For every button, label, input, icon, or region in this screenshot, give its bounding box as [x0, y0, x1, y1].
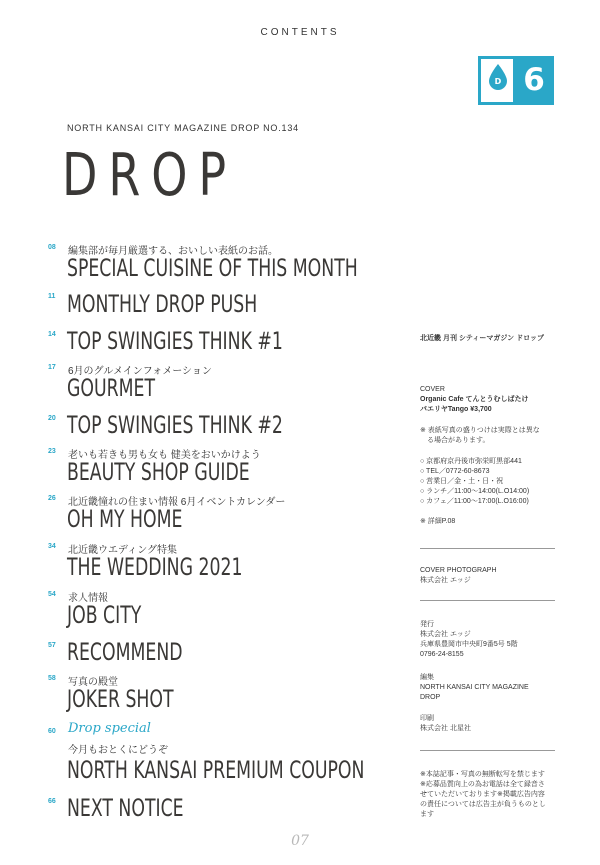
toc-title: SPECIAL CUISINE OF THIS MONTH	[67, 254, 358, 282]
toc-page-number: 17	[48, 364, 56, 371]
publisher-heading: 発行	[420, 621, 434, 628]
toc-subtitle: 北近畿ウエディング特集	[68, 545, 177, 556]
footer-note: ※応募品質向上の為お電話は全て録音さ	[420, 781, 545, 788]
footer-note: せていただいております※掲載広告内容	[420, 791, 545, 798]
issue-month-number: 6	[523, 62, 545, 98]
toc-title: TOP SWINGIES THINK #2	[67, 411, 283, 439]
toc-page-number: 14	[48, 331, 56, 338]
toc-subtitle: 求人情報	[68, 593, 108, 604]
shop-info-line: ○ 京都府京丹後市弥栄町黒部441	[420, 458, 522, 465]
shop-info-line: ○ カフェ／11:00〜17:00(L.O16:00)	[420, 498, 529, 505]
toc-subtitle: 今月もおとくにどうぞ	[68, 745, 168, 756]
magazine-line: 北近畿 月刊 シティーマガジン ドロップ	[420, 335, 544, 342]
publisher-line: 0796-24-8155	[420, 651, 464, 658]
magazine-kicker: NORTH KANSAI CITY MAGAZINE DROP NO.134	[67, 123, 299, 133]
toc-title: JOB CITY	[67, 601, 142, 629]
toc-page-number: 34	[48, 543, 56, 550]
footer-note: ます	[420, 811, 434, 818]
toc-page-number: 58	[48, 675, 56, 682]
toc-page-number: 54	[48, 591, 56, 598]
toc-subtitle: 北近畿憧れの住まい情報 6月イベントカレンダー	[68, 497, 286, 508]
toc-title: NEXT NOTICE	[67, 794, 184, 822]
toc-subtitle: 写真の殿堂	[68, 677, 118, 688]
toc-page-number: 11	[48, 293, 56, 300]
toc-subtitle: 老いも若きも男も女も 健美をおいかけよう	[68, 450, 261, 461]
editor-line: NORTH KANSAI CITY MAGAZINE	[420, 684, 529, 691]
shop-info-line: ○ TEL／0772-60-8673	[420, 468, 490, 475]
toc-page-number: 20	[48, 415, 56, 422]
printer-line: 株式会社 北星社	[420, 725, 471, 732]
detail-reference: ※ 詳細P.08	[420, 518, 456, 525]
cover-line: パエリヤTango ¥3,700	[420, 406, 492, 413]
publisher-line: 株式会社 エッジ	[420, 631, 471, 638]
shop-info-line: ○ 営業日／金・土・日・祝	[420, 478, 504, 485]
cover-photo-heading: COVER PHOTOGRAPH	[420, 567, 497, 574]
toc-title: MONTHLY DROP PUSH	[67, 290, 258, 318]
toc-title: OH MY HOME	[67, 505, 183, 533]
toc-title: TOP SWINGIES THINK #1	[67, 327, 283, 355]
toc-page-number: 08	[48, 244, 56, 251]
toc-title: NORTH KANSAI PREMIUM COUPON	[67, 756, 365, 784]
toc-title: JOKER SHOT	[67, 685, 174, 713]
toc-page-number: 66	[48, 798, 56, 805]
divider	[420, 750, 555, 751]
toc-subtitle: 編集部が毎月厳選する、おいしい表紙のお話。	[68, 246, 278, 257]
divider	[420, 548, 555, 549]
toc-page-number: 26	[48, 495, 56, 502]
toc-special-label: Drop special	[68, 721, 151, 736]
magazine-logo: DROP	[62, 140, 238, 209]
editor-line: DROP	[420, 694, 441, 701]
publisher-line: 兵庫県豊岡市中央町9番5号 5階	[420, 641, 518, 648]
toc-title: THE WEDDING 2021	[67, 553, 243, 581]
toc-title: RECOMMEND	[67, 638, 183, 666]
footer-note: ※本誌記事・写真の無断転写を禁じます	[420, 771, 545, 778]
badge-letter: D	[494, 77, 502, 86]
cover-photo-credit: 株式会社 エッジ	[420, 577, 471, 584]
badge-letter-panel	[481, 59, 513, 102]
contents-heading: CONTENTS	[260, 27, 340, 38]
shop-info-line: ○ ランチ／11:00〜14:00(L.O14:00)	[420, 488, 530, 495]
printer-heading: 印刷	[420, 715, 434, 722]
drop-icon	[489, 64, 507, 90]
toc-subtitle: 6月のグルメインフォメーション	[68, 366, 212, 377]
cover-heading: COVER	[420, 386, 445, 393]
toc-page-number: 60	[48, 728, 56, 735]
cover-note: ※ 表紙写真の盛りつけは実際とは異な	[420, 427, 540, 434]
cover-note: る場合があります。	[420, 437, 490, 444]
toc-title: BEAUTY SHOP GUIDE	[67, 458, 250, 486]
toc-page-number: 57	[48, 642, 56, 649]
editor-heading: 編集	[420, 674, 434, 681]
cover-line: Organic Cafe てんとうむしばたけ	[420, 396, 529, 403]
issue-badge	[478, 56, 554, 105]
footer-note: の責任については広告主が負うものとし	[420, 801, 546, 808]
divider	[420, 600, 555, 601]
page-number: 07	[291, 833, 309, 849]
toc-title: GOURMET	[67, 374, 156, 402]
toc-page-number: 23	[48, 448, 56, 455]
